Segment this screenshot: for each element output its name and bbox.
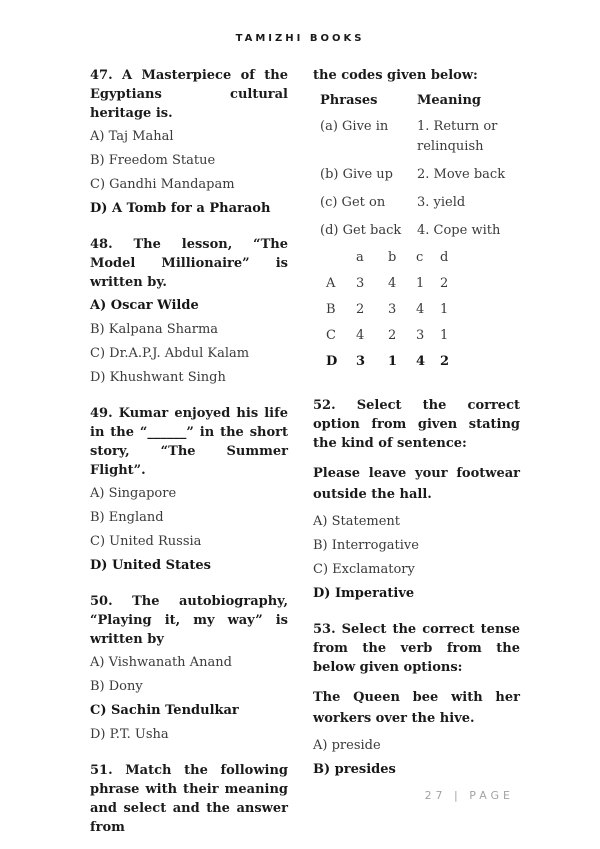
brand-header: TAMIZHI BOOKS	[235, 33, 365, 44]
code-header-a: a	[356, 250, 364, 265]
match-pair-b-phrase: (b) Give up	[320, 167, 394, 182]
question-47-option-d-correct: D) A Tomb for a Pharaoh	[90, 201, 271, 216]
code-row-b-val-b: 3	[388, 302, 397, 317]
question-49-option-a: A) Singapore	[90, 486, 177, 501]
question-47-option-c: C) Gandhi Mandapam	[90, 177, 235, 192]
question-52-option-c: C) Exclamatory	[313, 562, 415, 577]
code-row-d-label: D	[326, 354, 338, 369]
code-row-b-val-d: 1	[440, 302, 449, 317]
question-48-text: 48. The lesson, “The Model Millionaire” is written by.	[90, 237, 288, 290]
question-50-option-c-correct: C) Sachin Tendulkar	[90, 703, 239, 718]
question-53-sentence: The Queen bee with her workers over the hive.	[313, 690, 520, 726]
code-header-blank	[326, 250, 356, 266]
code-row-a-val-b: 4	[388, 276, 397, 291]
match-pair-d-phrase: (d) Get back	[320, 223, 402, 238]
code-row-a-val-c: 1	[416, 276, 425, 291]
match-pair-a	[313, 117, 520, 157]
question-49-option-d-correct: D) United States	[90, 558, 211, 573]
question-47-option-b: B) Freedom Statue	[90, 153, 216, 168]
question-47-option-a: A) Taj Mahal	[90, 129, 174, 144]
question-49-option-b: B) England	[90, 510, 164, 525]
left-column	[90, 66, 288, 843]
code-header-b: b	[388, 250, 397, 265]
code-row-d-val-d: 2	[440, 354, 450, 369]
question-51-continuation: the codes given below:	[313, 68, 478, 83]
code-table-header-row	[326, 250, 520, 266]
question-49-text: 49. Kumar enjoyed his life in the “______” in the short story, “The Summer Flight”.	[90, 406, 288, 478]
match-phrases-header: Phrases	[320, 93, 378, 108]
page-number-footer: 27 | PAGE	[424, 789, 514, 802]
match-pair-b	[313, 165, 520, 185]
question-51-text: 51. Match the following phrase with their meaning and select and the answer from	[90, 763, 288, 835]
question-52-option-a: A) Statement	[313, 514, 401, 529]
code-row-c-val-d: 1	[440, 328, 449, 343]
code-row-b-label: B	[326, 302, 336, 317]
question-53-option-b-correct: B) presides	[313, 762, 396, 777]
match-table-header	[313, 93, 520, 108]
right-column	[313, 66, 520, 843]
match-pair-c	[313, 193, 520, 213]
match-pair-b-meaning: 2. Move back	[417, 167, 506, 182]
question-53-option-a: A) preside	[313, 738, 381, 753]
code-table	[313, 250, 520, 370]
code-row-c-val-c: 3	[416, 328, 425, 343]
question-48-option-c: C) Dr.A.P.J. Abdul Kalam	[90, 346, 250, 361]
code-row-d-correct	[326, 354, 520, 370]
code-row-d-val-b: 1	[388, 354, 398, 369]
code-row-b-val-c: 4	[416, 302, 425, 317]
question-50-option-a: A) Vishwanath Anand	[90, 655, 232, 670]
question-48-option-a-correct: A) Oscar Wilde	[90, 298, 199, 313]
code-row-b-val-a: 2	[356, 302, 365, 317]
question-48-option-b: B) Kalpana Sharma	[90, 322, 219, 337]
question-50-option-b: B) Dony	[90, 679, 143, 694]
code-header-c: c	[416, 250, 424, 265]
question-52-text: 52. Select the correct option from given stating the kind of sentence:	[313, 398, 520, 451]
content-columns	[0, 66, 600, 843]
match-pair-d	[313, 221, 520, 241]
code-header-d: d	[440, 250, 449, 265]
code-row-a-val-a: 3	[356, 276, 365, 291]
match-pair-d-meaning: 4. Cope with	[417, 223, 501, 238]
question-48-option-d: D) Khushwant Singh	[90, 370, 226, 385]
question-53-text: 53. Select the correct tense from the verb from the below given options:	[313, 622, 520, 675]
question-50-option-d: D) P.T. Usha	[90, 727, 169, 742]
code-row-a-label: A	[326, 276, 336, 291]
question-49-option-c: C) United Russia	[90, 534, 202, 549]
match-pair-a-phrase: (a) Give in	[320, 119, 389, 134]
code-row-c-val-a: 4	[356, 328, 365, 343]
question-50-text: 50. The autobiography, “Playing it, my way” is written by	[90, 594, 288, 647]
code-row-d-val-a: 3	[356, 354, 366, 369]
code-row-c-label: C	[326, 328, 336, 343]
question-52-option-b: B) Interrogative	[313, 538, 419, 553]
match-pair-c-phrase: (c) Get on	[320, 195, 386, 210]
match-pair-a-meaning: 1. Return or relinquish	[417, 119, 498, 154]
code-row-a	[326, 276, 520, 292]
match-meaning-header: Meaning	[417, 93, 482, 108]
code-row-c	[326, 328, 520, 344]
code-row-c-val-b: 2	[388, 328, 397, 343]
question-52-sentence: Please leave your footwear outside the hall.	[313, 466, 520, 502]
question-47-text: 47. A Masterpiece of the Egyptians cultural heritage is.	[90, 68, 288, 121]
code-row-a-val-d: 2	[440, 276, 449, 291]
code-row-b	[326, 302, 520, 318]
code-row-d-val-c: 4	[416, 354, 426, 369]
match-pair-c-meaning: 3. yield	[417, 195, 466, 210]
question-52-option-d-correct: D) Imperative	[313, 586, 415, 601]
